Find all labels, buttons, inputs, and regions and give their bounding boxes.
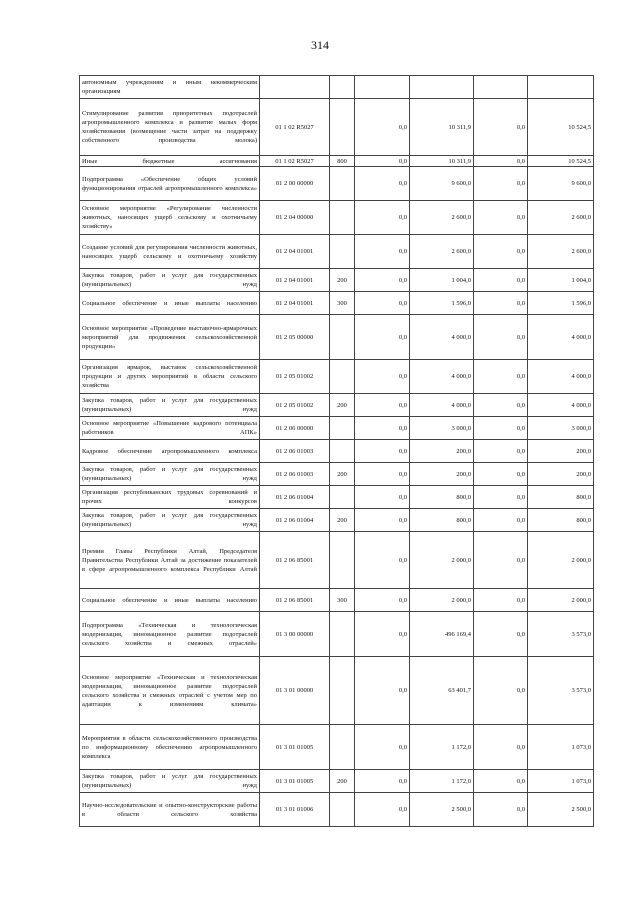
table-row	[80, 509, 594, 532]
row-value-1: 0,0	[355, 235, 410, 269]
row-value-1: 0,0	[355, 292, 410, 315]
table-row	[80, 532, 594, 589]
row-value-4: 800,0	[528, 509, 594, 532]
row-name: Закупка товаров, работ и услуг для государственных (муниципальных) нужд	[80, 394, 260, 417]
row-value-1: 0,0	[355, 99, 410, 156]
row-expense-type	[330, 657, 355, 725]
page-number: 314	[311, 38, 329, 52]
row-name: Закупка товаров, работ и услуг для государственных (муниципальных) нужд	[80, 463, 260, 486]
row-value-1: 0,0	[355, 167, 410, 201]
row-value-3: 0,0	[474, 589, 528, 612]
row-value-3	[474, 76, 528, 99]
row-code: 01 2 06 01003	[260, 440, 330, 463]
row-expense-type: 300	[330, 589, 355, 612]
row-code: 01 2 04 01001	[260, 292, 330, 315]
row-value-1: 0,0	[355, 269, 410, 292]
table-row	[80, 167, 594, 201]
row-code: 01 2 06 00000	[260, 417, 330, 440]
row-code: 01 2 06 85001	[260, 589, 330, 612]
row-expense-type	[330, 486, 355, 509]
row-expense-type: 300	[330, 292, 355, 315]
row-value-2: 4 000,0	[410, 360, 474, 394]
row-expense-type	[330, 440, 355, 463]
row-name: Создание условий для регулирования численности животных, наносящих ущерб сельскому и охотничьему хозяйству	[80, 235, 260, 269]
row-value-3: 0,0	[474, 167, 528, 201]
row-value-3: 0,0	[474, 315, 528, 360]
row-value-4: 4 000,0	[528, 360, 594, 394]
table-row	[80, 793, 594, 827]
row-value-1: 0,0	[355, 589, 410, 612]
row-expense-type: 200	[330, 394, 355, 417]
row-name: Закупка товаров, работ и услуг для государственных (муниципальных) нужд	[80, 269, 260, 292]
row-value-2	[410, 76, 474, 99]
table-row	[80, 612, 594, 657]
table-row	[80, 486, 594, 509]
row-code: 01 2 04 00000	[260, 201, 330, 235]
row-name: Кадровое обеспечение агропромышленного комплекса	[80, 440, 260, 463]
row-value-3: 0,0	[474, 770, 528, 793]
row-value-4: 2 000,0	[528, 589, 594, 612]
row-code	[260, 76, 330, 99]
row-value-3: 0,0	[474, 156, 528, 167]
row-value-2: 63 401,7	[410, 657, 474, 725]
row-value-2: 10 311,9	[410, 156, 474, 167]
table-row	[80, 440, 594, 463]
row-value-2: 496 169,4	[410, 612, 474, 657]
row-expense-type	[330, 417, 355, 440]
row-value-1: 0,0	[355, 201, 410, 235]
row-value-1: 0,0	[355, 463, 410, 486]
row-code: 01 2 06 01003	[260, 463, 330, 486]
row-expense-type	[330, 167, 355, 201]
row-code: 01 2 00 00000	[260, 167, 330, 201]
row-value-1: 0,0	[355, 612, 410, 657]
table-row	[80, 315, 594, 360]
row-value-2: 1 004,0	[410, 269, 474, 292]
row-value-2: 2 000,0	[410, 532, 474, 589]
row-code: 01 3 00 00000	[260, 612, 330, 657]
row-value-2: 3 000,0	[410, 417, 474, 440]
row-value-3: 0,0	[474, 793, 528, 827]
table-row	[80, 463, 594, 486]
row-value-2: 200,0	[410, 440, 474, 463]
row-code: 01 1 02 R5027	[260, 156, 330, 167]
row-expense-type	[330, 235, 355, 269]
row-value-3: 0,0	[474, 612, 528, 657]
row-value-1: 0,0	[355, 417, 410, 440]
row-name: Основное мероприятие «Повышение кадрового потенциала работников АПК»	[80, 417, 260, 440]
row-value-4: 3 000,0	[528, 417, 594, 440]
row-value-1: 0,0	[355, 532, 410, 589]
row-code: 01 3 01 00000	[260, 657, 330, 725]
table-row	[80, 269, 594, 292]
table-row	[80, 201, 594, 235]
row-value-1: 0,0	[355, 725, 410, 770]
table-row	[80, 589, 594, 612]
row-value-3: 0,0	[474, 292, 528, 315]
row-code: 01 2 04 01001	[260, 235, 330, 269]
row-expense-type	[330, 532, 355, 589]
row-value-3: 0,0	[474, 201, 528, 235]
row-value-1	[355, 76, 410, 99]
row-expense-type	[330, 360, 355, 394]
row-code: 01 1 02 R5027	[260, 99, 330, 156]
row-value-4: 1 004,0	[528, 269, 594, 292]
row-value-2: 2 600,0	[410, 201, 474, 235]
row-value-4: 2 600,0	[528, 235, 594, 269]
row-value-2: 10 311,9	[410, 99, 474, 156]
row-code: 01 2 06 01004	[260, 509, 330, 532]
row-value-2: 2 000,0	[410, 589, 474, 612]
row-code: 01 2 05 01002	[260, 394, 330, 417]
row-value-2: 9 600,0	[410, 167, 474, 201]
row-value-2: 800,0	[410, 486, 474, 509]
row-value-2: 4 000,0	[410, 315, 474, 360]
row-value-3: 0,0	[474, 463, 528, 486]
row-value-1: 0,0	[355, 394, 410, 417]
row-value-3: 0,0	[474, 417, 528, 440]
row-name: Организация республиканских трудовых соревнований и прочих конкурсов	[80, 486, 260, 509]
row-value-1: 0,0	[355, 360, 410, 394]
row-value-2: 2 600,0	[410, 235, 474, 269]
row-value-4: 3 573,0	[528, 612, 594, 657]
row-name: Социальное обеспечение и иные выплаты населению	[80, 589, 260, 612]
row-name: Иные бюджетные ассигнования	[80, 156, 260, 167]
table-row	[80, 156, 594, 167]
budget-table	[79, 75, 594, 827]
row-code: 01 2 05 00000	[260, 315, 330, 360]
row-code: 01 3 01 01005	[260, 725, 330, 770]
table-row	[80, 76, 594, 99]
row-expense-type	[330, 76, 355, 99]
row-name: Премии Главы Республики Алтай, Председателя Правительства Республики Алтай за достижение показателей в сфере агропромышленного комплекса Республики Алтай	[80, 532, 260, 589]
table-row	[80, 235, 594, 269]
row-value-2: 1 596,0	[410, 292, 474, 315]
row-name: Основное мероприятие «Проведение выставочно-ярмарочных мероприятий для продвижения сельскохозяйственной продукции»	[80, 315, 260, 360]
row-code: 01 3 01 01005	[260, 770, 330, 793]
row-value-3: 0,0	[474, 269, 528, 292]
row-name: Основное мероприятие «Регулирование численности животных, наносящих ущерб сельскому и охотничьему хозяйству»	[80, 201, 260, 235]
row-name: Социальное обеспечение и иные выплаты населению	[80, 292, 260, 315]
row-value-4: 3 573,0	[528, 657, 594, 725]
row-value-3: 0,0	[474, 657, 528, 725]
row-value-3: 0,0	[474, 394, 528, 417]
row-value-1: 0,0	[355, 509, 410, 532]
row-value-3: 0,0	[474, 725, 528, 770]
row-value-4: 1 073,0	[528, 770, 594, 793]
row-value-1: 0,0	[355, 770, 410, 793]
row-name: Основное мероприятие «Техническая и технологическая модернизация, инновационное развитие подотраслей сельского хозяйства и смежных отраслей с учетом мер по адаптации к изменениям климата»	[80, 657, 260, 725]
row-expense-type: 200	[330, 463, 355, 486]
row-value-1: 0,0	[355, 156, 410, 167]
row-value-2: 1 172,0	[410, 770, 474, 793]
table-row	[80, 725, 594, 770]
row-value-1: 0,0	[355, 315, 410, 360]
row-expense-type	[330, 612, 355, 657]
row-value-1: 0,0	[355, 440, 410, 463]
row-name: автономным учреждениям и иным некоммерческим организациям	[80, 76, 260, 99]
row-value-4: 200,0	[528, 463, 594, 486]
row-value-4: 1 596,0	[528, 292, 594, 315]
row-value-3: 0,0	[474, 440, 528, 463]
row-code: 01 2 06 85001	[260, 532, 330, 589]
row-name: Научно-исследовательские и опытно-конструкторские работы в области сельского хозяйства	[80, 793, 260, 827]
row-value-3: 0,0	[474, 509, 528, 532]
row-value-4	[528, 76, 594, 99]
row-value-2: 200,0	[410, 463, 474, 486]
table-row	[80, 417, 594, 440]
row-name: Организация ярмарок, выставок сельскохозяйственной продукции и других мероприятий в области сельского хозяйства	[80, 360, 260, 394]
row-expense-type	[330, 201, 355, 235]
row-expense-type	[330, 793, 355, 827]
row-value-4: 2 000,0	[528, 532, 594, 589]
row-value-3: 0,0	[474, 99, 528, 156]
row-name: Мероприятия в области сельскохозяйственного производства по информационному обеспечению агропромышленного комплекса	[80, 725, 260, 770]
row-value-3: 0,0	[474, 532, 528, 589]
table-row	[80, 394, 594, 417]
row-expense-type	[330, 99, 355, 156]
row-expense-type	[330, 315, 355, 360]
row-code: 01 2 05 01002	[260, 360, 330, 394]
row-value-2: 1 172,0	[410, 725, 474, 770]
table-row	[80, 770, 594, 793]
row-value-2: 800,0	[410, 509, 474, 532]
row-value-4: 1 073,0	[528, 725, 594, 770]
row-value-1: 0,0	[355, 657, 410, 725]
row-code: 01 3 01 01006	[260, 793, 330, 827]
row-value-1: 0,0	[355, 793, 410, 827]
row-value-4: 9 600,0	[528, 167, 594, 201]
row-value-4: 800,0	[528, 486, 594, 509]
row-value-4: 4 000,0	[528, 315, 594, 360]
row-value-3: 0,0	[474, 486, 528, 509]
row-name: Подпрограмма «Техническая и технологическая модернизация, инновационное развитие подотраслей сельского хозяйства и смежных отраслей»	[80, 612, 260, 657]
row-expense-type: 800	[330, 156, 355, 167]
row-expense-type: 200	[330, 269, 355, 292]
row-value-4: 4 000,0	[528, 394, 594, 417]
budget-table-body	[80, 76, 594, 827]
table-row	[80, 99, 594, 156]
row-name: Закупка товаров, работ и услуг для государственных (муниципальных) нужд	[80, 770, 260, 793]
row-expense-type: 200	[330, 509, 355, 532]
row-expense-type	[330, 725, 355, 770]
row-value-4: 2 600,0	[528, 201, 594, 235]
row-name: Подпрограмма «Обеспечение общих условий функционирования отраслей агропромышленного комплекса»	[80, 167, 260, 201]
row-value-2: 4 000,0	[410, 394, 474, 417]
row-code: 01 2 06 01004	[260, 486, 330, 509]
table-row	[80, 292, 594, 315]
row-value-4: 200,0	[528, 440, 594, 463]
row-value-4: 10 524,5	[528, 99, 594, 156]
row-value-2: 2 500,0	[410, 793, 474, 827]
table-row	[80, 657, 594, 725]
row-name: Стимулирование развития приоритетных подотраслей агропромышленного комплекса и развитие малых форм хозяйствования (возмещение части затрат на поддержку собственного производства молока)	[80, 99, 260, 156]
table-row	[80, 360, 594, 394]
row-value-3: 0,0	[474, 235, 528, 269]
row-name: Закупка товаров, работ и услуг для государственных (муниципальных) нужд	[80, 509, 260, 532]
row-value-4: 10 524,5	[528, 156, 594, 167]
row-value-4: 2 500,0	[528, 793, 594, 827]
row-expense-type: 200	[330, 770, 355, 793]
row-code: 01 2 04 01001	[260, 269, 330, 292]
row-value-3: 0,0	[474, 360, 528, 394]
row-value-1: 0,0	[355, 486, 410, 509]
